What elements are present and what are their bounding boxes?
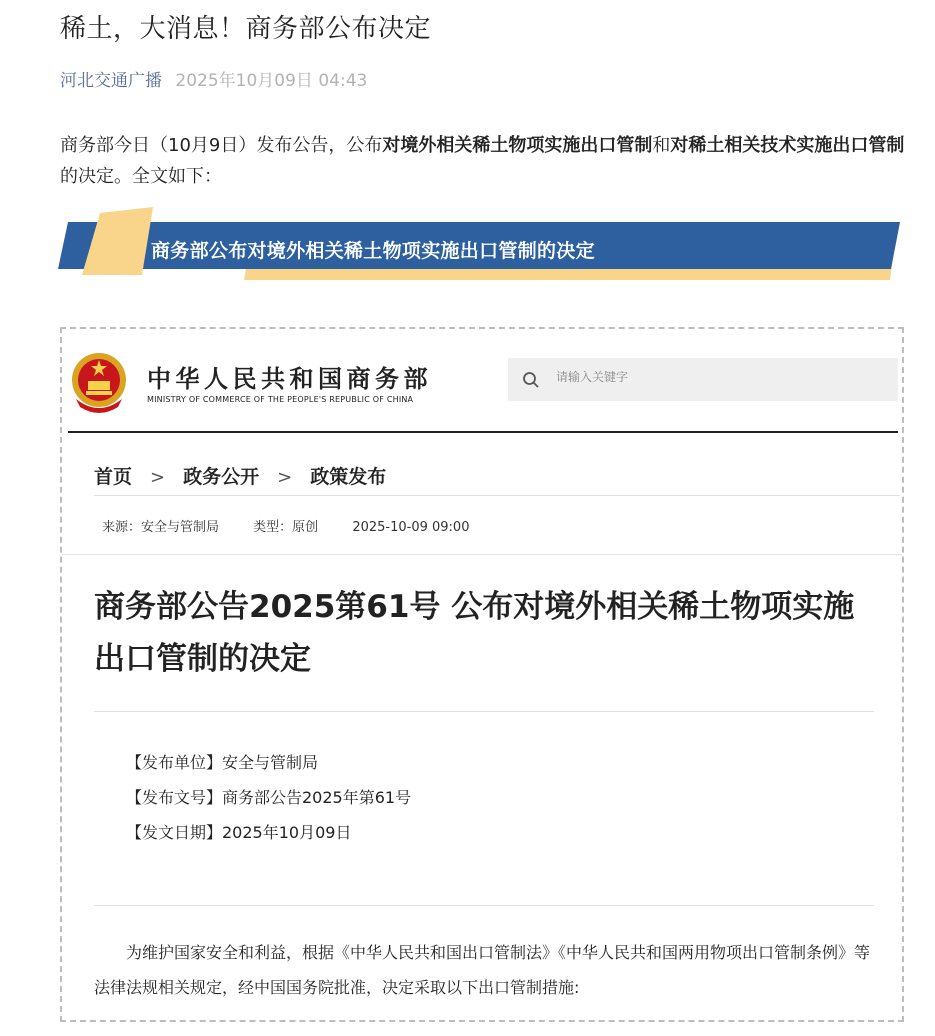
breadcrumb-gov-affairs[interactable]: 政务公开 <box>183 466 260 488</box>
breadcrumb-policy[interactable]: 政策发布 <box>310 466 387 488</box>
intro-part: 对稀土相关技术实施出口管制 <box>670 135 905 156</box>
intro-part: 商务部今日（10月9日）发布公告，公布 <box>60 135 383 156</box>
intro-paragraph <box>60 130 910 192</box>
embedded-screenshot <box>60 327 904 1022</box>
org-name-cn: 中华人民共和国商务部 <box>147 365 432 393</box>
breadcrumb <box>94 462 386 489</box>
doc-headline: 商务部公告2025第61号 公布对境外相关稀土物项实施出口管制的决定 <box>94 589 855 677</box>
doc-source: 来源：安全与管制局 <box>102 520 220 535</box>
divider <box>62 554 902 555</box>
intro-part: 对境外相关稀土物项实施出口管制 <box>382 135 653 156</box>
doc-meta <box>102 516 499 535</box>
doc-info <box>126 745 411 850</box>
account-link[interactable]: 河北交通广播 <box>60 71 162 91</box>
intro-part: 和 <box>652 135 671 156</box>
intro-part: 的决定。全文如下： <box>60 166 222 187</box>
header-divider <box>68 431 898 433</box>
chevron-right-icon: > <box>277 467 293 488</box>
divider <box>94 495 900 496</box>
banner-text: 商务部公布对境外相关稀土物项实施出口管制的决定 <box>151 240 595 262</box>
section-banner <box>58 205 903 285</box>
search-box[interactable] <box>508 358 898 401</box>
publish-time: 2025年10月09日 04:43 <box>175 71 368 91</box>
chevron-right-icon: > <box>150 467 166 488</box>
info-doc-number: 【发布文号】商务部公告2025年第61号 <box>126 788 412 807</box>
national-emblem-icon <box>70 351 128 413</box>
doc-type: 类型：原创 <box>253 520 319 535</box>
org-name-en: MINISTRY OF COMMERCE OF THE PEOPLE'S REPUBLIC OF CHINA <box>147 395 414 404</box>
search-input[interactable] <box>554 369 858 385</box>
search-icon[interactable] <box>522 371 540 389</box>
breadcrumb-home[interactable]: 首页 <box>94 466 133 488</box>
info-date: 【发文日期】2025年10月09日 <box>126 823 352 842</box>
info-issuer: 【发布单位】安全与管制局 <box>126 753 319 772</box>
doc-body: 为维护国家安全和利益，根据《中华人民共和国出口管制法》《中华人民共和国两用物项出口管制条例》等法律法规相关规定，经中国国务院批准，决定采取以下出口管制措施: <box>94 943 871 997</box>
article-meta <box>60 66 367 91</box>
divider <box>94 711 874 712</box>
doc-datetime: 2025-10-09 09:00 <box>352 520 470 535</box>
article-title: 稀土，大消息！商务部公布决定 <box>60 14 432 44</box>
divider <box>94 905 874 906</box>
